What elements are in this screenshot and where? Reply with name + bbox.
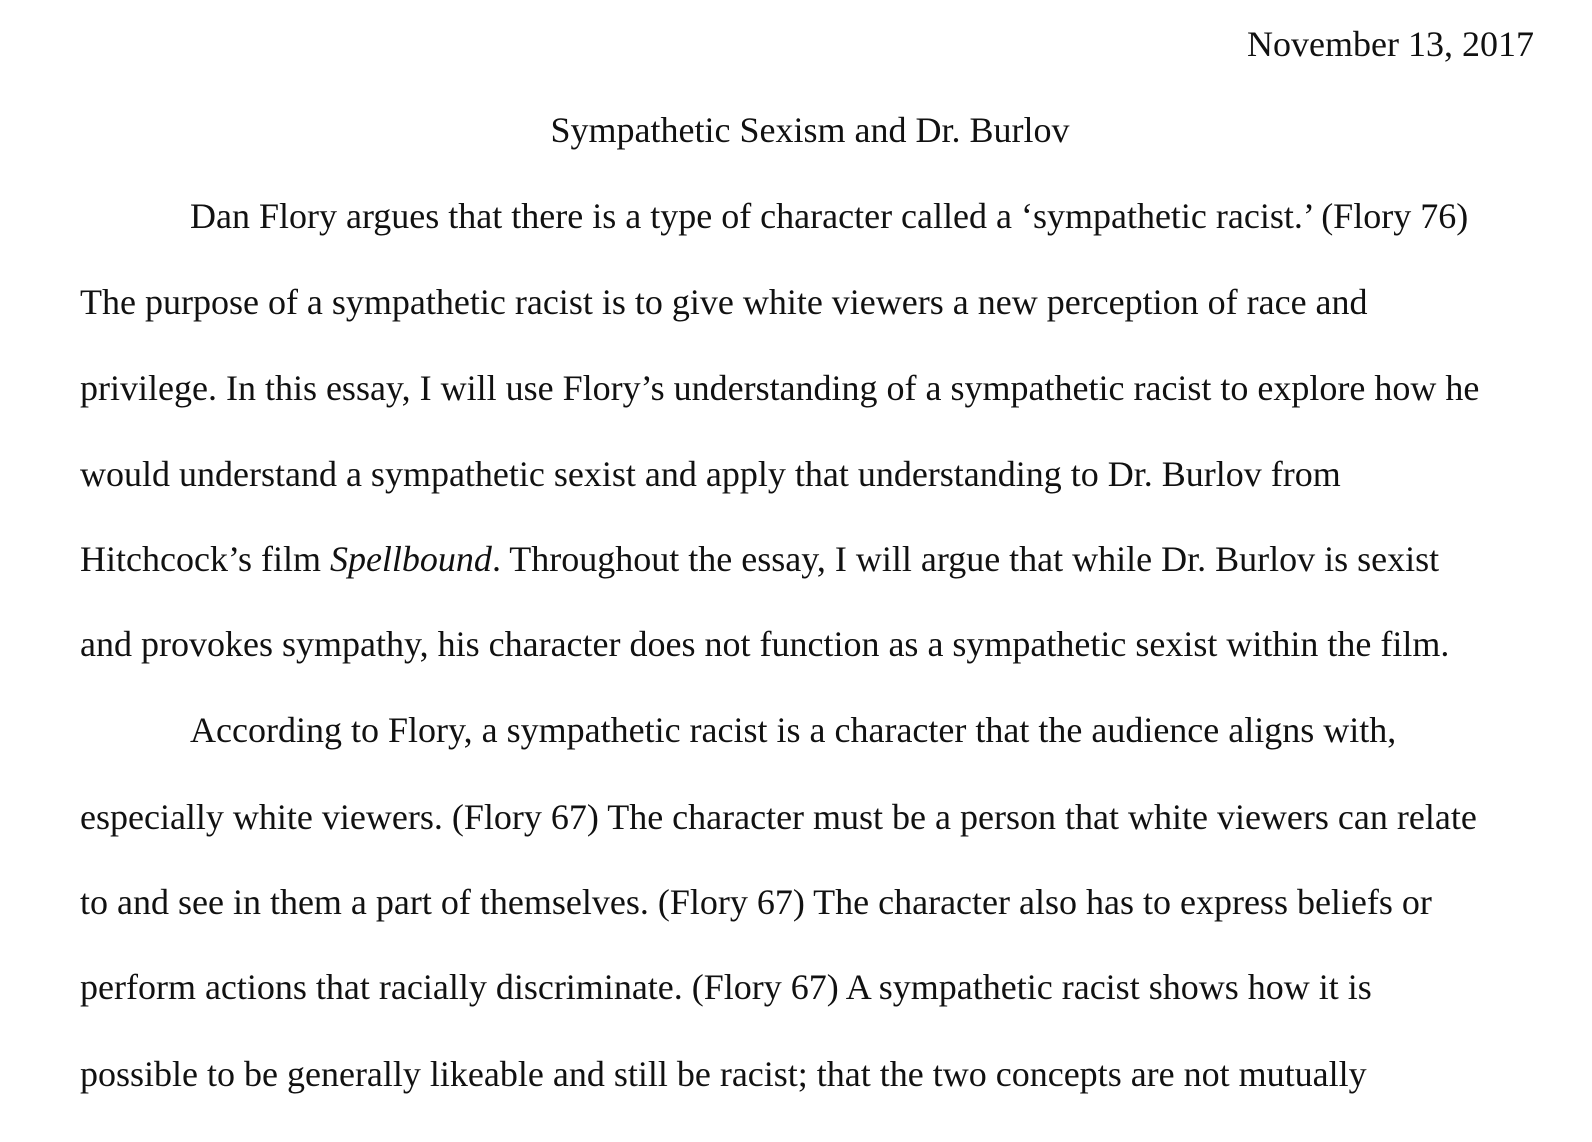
paragraph-2-line-5: possible to be generally likeable and still be racist; that the two concepts are not mutually xyxy=(80,1054,1367,1094)
document-date: November 13, 2017 xyxy=(1247,24,1534,64)
paragraph-2-line-1: According to Flory, a sympathetic racist is a character that the audience aligns with, xyxy=(190,710,1397,750)
line-5-prefix: Hitchcock’s film xyxy=(80,539,330,579)
paragraph-2-line-2: especially white viewers. (Flory 67) The character must be a person that white viewers can relate xyxy=(80,797,1477,837)
paragraph-2-line-4: perform actions that racially discriminate. (Flory 67) A sympathetic racist shows how it is xyxy=(80,967,1372,1007)
line-5-suffix: . Throughout the essay, I will argue that while Dr. Burlov is sexist xyxy=(491,539,1440,579)
paragraph-1-line-4: would understand a sympathetic sexist and apply that understanding to Dr. Burlov from xyxy=(80,454,1341,494)
paragraph-1-line-5 xyxy=(80,537,1439,581)
paragraph-2-line-3: to and see in them a part of themselves. (Flory 67) The character also has to express beliefs or xyxy=(80,882,1432,922)
paragraph-1-line-2: The purpose of a sympathetic racist is to give white viewers a new perception of race and xyxy=(80,282,1368,322)
paragraph-1-line-6: and provokes sympathy, his character does not function as a sympathetic sexist within the film. xyxy=(80,624,1450,664)
document-title: Sympathetic Sexism and Dr. Burlov xyxy=(550,110,1070,150)
paragraph-1-line-3: privilege. In this essay, I will use Flory’s understanding of a sympathetic racist to explore how he xyxy=(80,368,1480,408)
paragraph-1-line-1: Dan Flory argues that there is a type of character called a ‘sympathetic racist.’ (Flory 76) xyxy=(190,196,1469,236)
film-title-italic: Spellbound xyxy=(329,539,492,579)
